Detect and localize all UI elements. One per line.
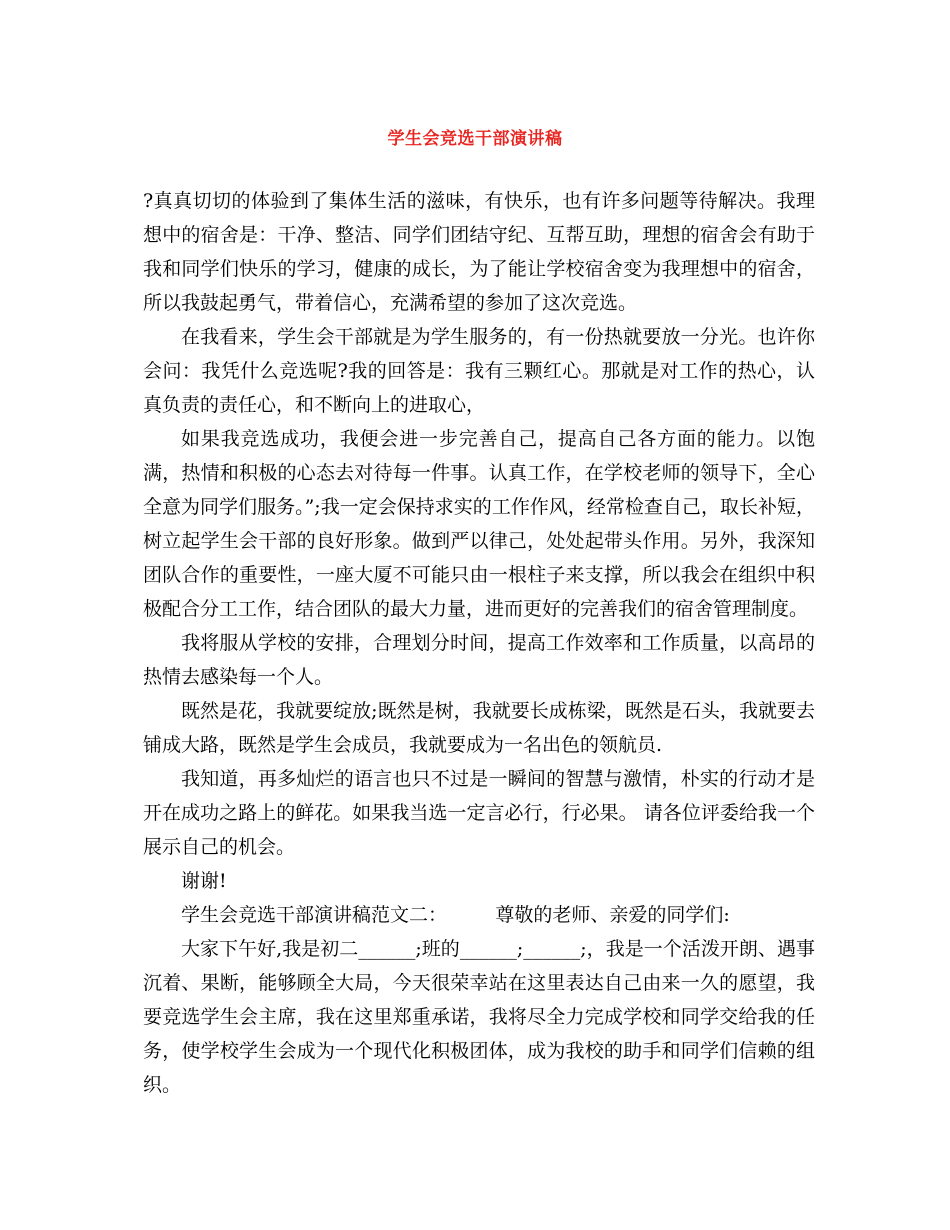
- document-body: [143, 184, 815, 1102]
- paragraph-1: ?真真切切的体验到了集体生活的滋味，有快乐，也有许多问题等待解决。我理想中的宿舍是：干净、整洁、同学们团结守纪、互帮互助，理想的宿舍会有助于我和同学们快乐的学习，健康的成长，为了能让学校宿舍变为我理想中的宿舍，所以我鼓起勇气，带着信心，充满希望的参加了这次竞选。: [143, 190, 815, 314]
- document-title: 学生会竞选干部演讲稿: [387, 129, 563, 149]
- paragraph-4: 我将服从学校的安排，合理划分时间，提高工作效率和工作质量，以高昂的热情去感染每一个人。: [143, 632, 815, 688]
- paragraph-thanks: 谢谢!: [181, 870, 227, 892]
- paragraph-2: 在我看来，学生会干部就是为学生服务的，有一份热就要放一分光。也许你会问：我凭什么竞选呢?我的回答是：我有三颗红心。那就是对工作的热心，认真负责的责任心，和不断向上的进取心，: [143, 326, 815, 416]
- paragraph-sample-two-heading: 学生会竞选干部演讲稿范文二： 尊敬的老师、亲爱的同学们:: [181, 904, 730, 926]
- paragraph-9: 大家下午好,我是初二______;班的______;______;，我是一个活泼开朗、遇事沉着、果断，能够顾全大局，今天很荣幸站在这里表达自己由来一久的愿望，我要竞选学生会主席，我在这里郑重承诺，我将尽全力完成学校和同学交给我的任务，使学校学生会成为一个现代化积极团体，成为我校的助手和同学们信赖的组织。: [143, 938, 815, 1096]
- paragraph-6: 我知道，再多灿烂的语言也只不过是一瞬间的智慧与激情，朴实的行动才是开在成功之路上的鲜花。如果我当选一定言必行，行必果。 请各位评委给我一个展示自己的机会。: [143, 768, 815, 858]
- paragraph-5: 既然是花，我就要绽放;既然是树，我就要长成栋梁，既然是石头，我就要去铺成大路，既然是学生会成员，我就要成为一名出色的领航员.: [143, 700, 815, 756]
- paragraph-3: 如果我竞选成功，我便会进一步完善自己，提高自己各方面的能力。以饱满，热情和积极的心态去对待每一件事。认真工作，在学校老师的领导下，全心全意为同学们服务。”;我一定会保持求实的工作作风，经常检查自己，取长补短，树立起学生会干部的良好形象。做到严以律己，处处起带头作用。另外，我深知团队合作的重要性，一座大厦不可能只由一根柱子来支撑，所以我会在组织中积极配合分工工作，结合团队的最大力量，进而更好的完善我们的宿舍管理制度。: [143, 428, 815, 620]
